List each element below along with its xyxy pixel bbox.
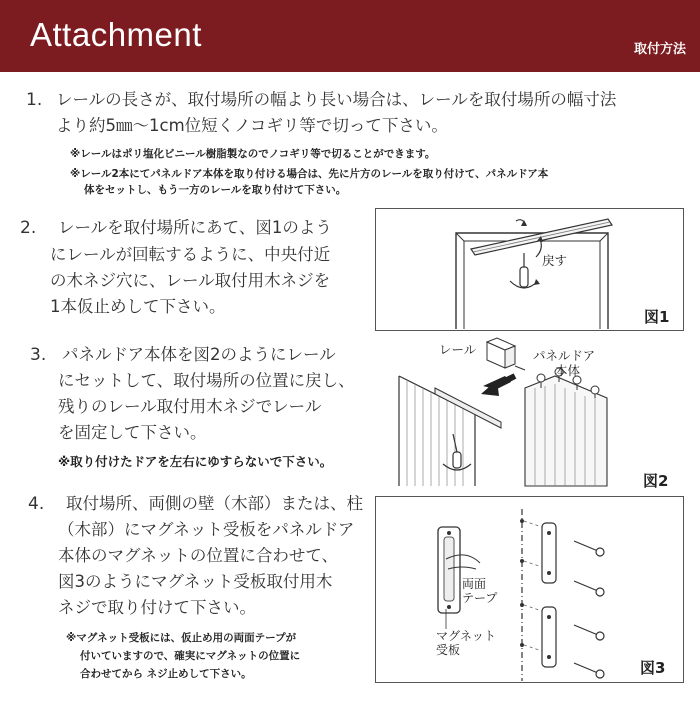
step-4-line-2: （木部）にマグネット受板をパネルドア: [58, 520, 355, 539]
step-4-number: 4.: [28, 494, 45, 514]
figure-1: [375, 208, 684, 331]
step-4-line-5: ネジで取り付けて下さい。: [58, 598, 256, 617]
figure-2-rail-label: レール: [439, 342, 477, 357]
step-2-line-3: の木ネジ穴に、レール取付用木ネジを: [50, 271, 331, 290]
figure-3-magnet-label-line-1: マグネット: [436, 629, 496, 643]
figure-2-drawing: [375, 336, 684, 488]
step-4-note-line-2: 付いていますので、確実にマグネットの位置に: [80, 650, 301, 662]
figure-3-label: 図3: [640, 659, 666, 677]
step-2-line-1: レールを取付場所にあて、図1のよう: [58, 218, 332, 237]
step-2-line-2: にレールが回転するように、中央付近: [50, 245, 331, 264]
figure-1-return-label: 戻す: [542, 253, 568, 268]
figure-3-tape-label-line-2: テープ: [462, 591, 498, 605]
step-1-line-2: より約5㎜～1cm位短くノコギリ等で切って下さい。: [56, 116, 448, 135]
step-2-number: 2.: [20, 218, 37, 238]
step-1-note-1: ※レールはポリ塩化ビニール樹脂製なのでノコギリ等で切ることができます。: [70, 148, 436, 160]
step-3-line-3: 残りのレール取付用木ネジでレール: [58, 397, 322, 416]
figure-3: [375, 496, 684, 683]
step-1-note-2-line-2: 体をセットし、もう一方のレールを取り付けて下さい。: [84, 184, 347, 196]
figure-2-panel-label-line-1: パネルドア: [533, 348, 596, 363]
step-1-note-2-line-1: ※レール2本にてパネルドア本体を取り付ける場合は、先に片方のレールを取り付けて、パネルドア本: [70, 168, 549, 180]
step-1-number: 1.: [26, 90, 43, 110]
figure-2-panel-label-line-2: 本体: [555, 363, 581, 378]
page-title: Attachment: [30, 16, 202, 53]
figure-1-drawing: [376, 209, 682, 329]
step-4-note-line-1: ※マグネット受板には、仮止め用の両面テープが: [66, 632, 297, 644]
figure-1-label: 図1: [644, 308, 670, 326]
page-subtitle: 取付方法: [633, 42, 686, 57]
step-3-warning: ※取り付けたドアを左右にゆすらないで下さい。: [58, 454, 333, 469]
figure-3-drawing: [376, 497, 682, 681]
step-3-line-4: を固定して下さい。: [58, 423, 207, 442]
figure-2-label: 図2: [643, 472, 669, 490]
step-3-line-1: パネルドア本体を図2のようにレール: [62, 345, 336, 364]
step-4-line-1: 取付場所、両側の壁（木部）または、柱: [66, 494, 363, 513]
step-3-number: 3.: [30, 345, 47, 365]
step-3-line-2: にセットして、取付場所の位置に戻し、: [58, 371, 355, 390]
step-4-line-4: 図3のようにマグネット受板取付用木: [58, 572, 333, 591]
header-bar: [0, 0, 700, 72]
step-1-line-1: レールの長さが、取付場所の幅より長い場合は、レールを取付場所の幅寸法: [56, 90, 617, 109]
figure-3-magnet-label-line-2: 受板: [436, 643, 461, 657]
step-4-line-3: 本体のマグネットの位置に合わせて、: [58, 546, 339, 565]
step-2-line-4: 1本仮止めして下さい。: [50, 297, 226, 316]
figure-3-tape-label-line-1: 両面: [462, 577, 487, 591]
step-4-note-line-3: 合わせてから ネジ止めして下さい。: [80, 668, 252, 680]
figure-2: [375, 336, 684, 488]
